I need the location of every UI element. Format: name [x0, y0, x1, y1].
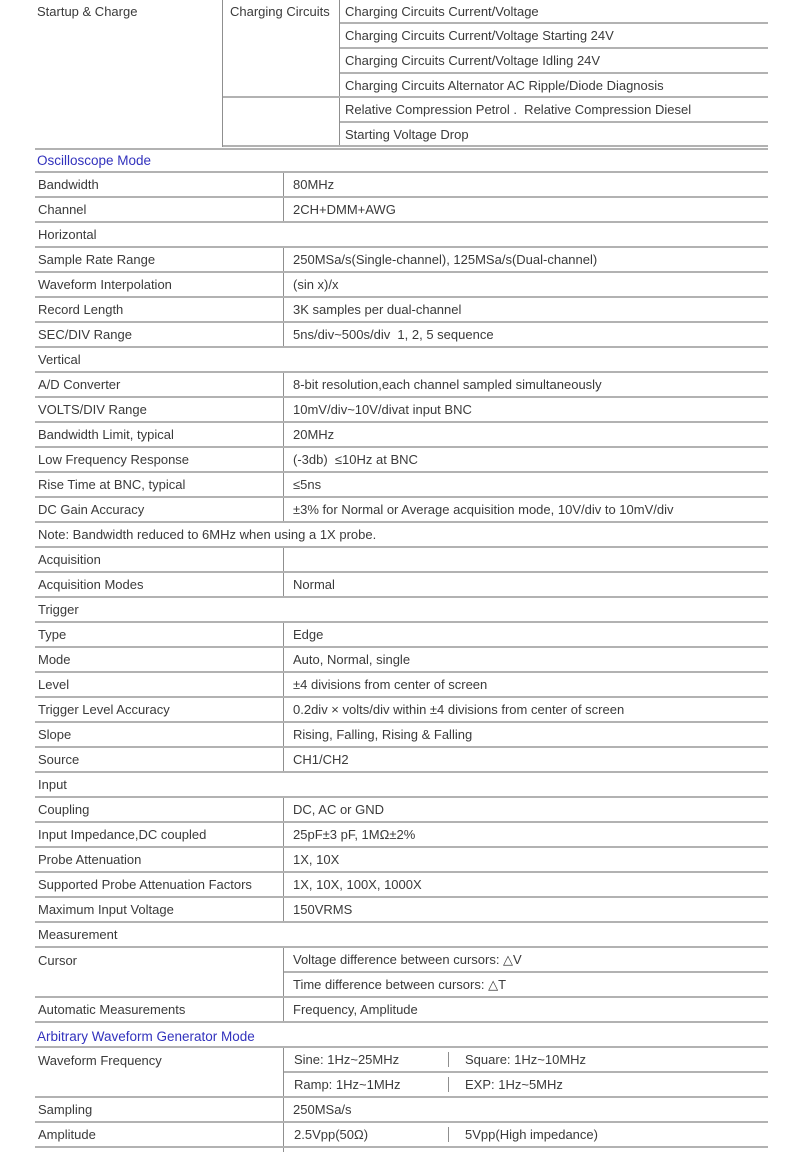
spec-label: Slope	[38, 727, 72, 742]
spec-row-sample-rate-range	[35, 248, 768, 273]
spec-subheader-horizontal	[35, 223, 768, 248]
awg-spec-table	[35, 1046, 768, 1152]
spec-subheader-input	[35, 773, 768, 798]
spec-label: Input	[38, 777, 67, 792]
spec-row-rise-time	[35, 473, 768, 498]
spec-row-bandwidth	[35, 173, 768, 198]
cell-startup-charge: Startup & Charge	[37, 4, 138, 19]
spec-row-coupling	[35, 798, 768, 823]
spec-row-sampling	[35, 1098, 768, 1123]
spec-row-trigger-level-accuracy	[35, 698, 768, 723]
spec-value: EXP: 1Hz~5MHz	[448, 1077, 768, 1092]
spec-label: Acquisition	[38, 552, 101, 567]
section-rule	[35, 148, 768, 150]
spec-row-low-frequency-response	[35, 448, 768, 473]
spec-row-probe-attenuation	[35, 848, 768, 873]
spec-label: Amplitude	[38, 1127, 96, 1142]
spec-label: Trigger Level Accuracy	[38, 702, 170, 717]
spec-row-mode	[35, 648, 768, 673]
spec-label: Measurement	[38, 927, 118, 942]
spec-row-waveform-interpolation	[35, 273, 768, 298]
spec-value: 1X, 10X	[283, 848, 768, 871]
spec-row-sec-div-range	[35, 323, 768, 348]
cell-charging-item: Charging Circuits Alternator AC Ripple/Diode Diagnosis	[345, 78, 664, 93]
spec-label: Coupling	[38, 802, 90, 817]
table-bottom-border	[223, 145, 768, 147]
spec-value: (-3db) ≤10Hz at BNC	[283, 448, 768, 471]
table-continuation	[35, 1148, 768, 1152]
spec-label: Supported Probe Attenuation Factors	[38, 877, 252, 892]
spec-label: Bandwidth Limit, typical	[38, 427, 174, 442]
spec-subheader-trigger	[35, 598, 768, 623]
spec-label: A/D Converter	[38, 377, 121, 392]
spec-value: Voltage difference between cursors: △V	[284, 948, 768, 973]
startup-charge-table	[35, 0, 768, 147]
oscilloscope-spec-table	[35, 171, 768, 1023]
spec-label: Rise Time at BNC, typical	[38, 477, 186, 492]
spec-row-type	[35, 623, 768, 648]
row-divider	[340, 121, 768, 123]
spec-row-supported-probe-factors	[35, 873, 768, 898]
spec-value: Normal	[283, 573, 768, 596]
cell-charging-item: Starting Voltage Drop	[345, 127, 469, 142]
spec-label: Input Impedance,DC coupled	[38, 827, 207, 842]
spec-value: 2.5Vpp(50Ω)	[294, 1127, 369, 1142]
spec-value: CH1/CH2	[283, 748, 768, 771]
row-divider	[223, 96, 768, 98]
spec-row-input-impedance	[35, 823, 768, 848]
spec-label: Source	[38, 752, 80, 767]
frequency-row	[284, 1073, 768, 1096]
spec-label: SEC/DIV Range	[38, 327, 132, 342]
spec-value: DC, AC or GND	[283, 798, 768, 821]
spec-row-level	[35, 673, 768, 698]
spec-row-ad-converter	[35, 373, 768, 398]
spec-label: DC Gain Accuracy	[38, 502, 145, 517]
spec-label: Channel	[38, 202, 87, 217]
spec-subheader-measurement	[35, 923, 768, 948]
spec-value: Square: 1Hz~10MHz	[448, 1052, 768, 1067]
spec-value: 3K samples per dual-channel	[283, 298, 768, 321]
spec-value: 250MSa/s(Single-channel), 125MSa/s(Dual-channel)	[283, 248, 768, 271]
spec-label: Waveform Frequency	[38, 1053, 162, 1068]
frequency-row	[284, 1048, 768, 1073]
spec-value: Rising, Falling, Rising & Falling	[283, 723, 768, 746]
spec-row-bandwidth-limit	[35, 423, 768, 448]
cursor-values	[283, 948, 768, 996]
spec-row-source	[35, 748, 768, 773]
spec-label: Mode	[38, 652, 71, 667]
spec-value: Edge	[283, 623, 768, 646]
spec-label: Acquisition Modes	[38, 577, 144, 592]
spec-label: Probe Attenuation	[38, 852, 142, 867]
spec-label: Sample Rate Range	[38, 252, 156, 267]
spec-value: Time difference between cursors: △T	[293, 976, 507, 992]
cell-charging-item: Charging Circuits Current/Voltage Idling 24V	[345, 53, 601, 68]
spec-label: Type	[38, 627, 67, 642]
spec-label: Low Frequency Response	[38, 452, 190, 467]
spec-row-maximum-input-voltage	[35, 898, 768, 923]
spec-label: Vertical	[38, 352, 81, 367]
spec-row-waveform-frequency	[35, 1048, 768, 1098]
spec-row-dc-gain-accuracy	[35, 498, 768, 523]
spec-label: Horizontal	[38, 227, 97, 242]
spec-label: Record Length	[38, 302, 124, 317]
cell-charging-item: Relative Compression Petrol . Relative Compression Diesel	[345, 102, 692, 117]
spec-label: Cursor	[38, 953, 78, 968]
spec-value-empty	[283, 548, 768, 571]
spec-row-slope	[35, 723, 768, 748]
spec-value: 8-bit resolution,each channel sampled simultaneously	[283, 373, 768, 396]
spec-label: Level	[38, 677, 70, 692]
spec-label: Automatic Measurements	[38, 1002, 186, 1017]
spec-row-acquisition-modes	[35, 573, 768, 598]
spec-value: Auto, Normal, single	[283, 648, 768, 671]
spec-value: 5ns/div~500s/div 1, 2, 5 sequence	[283, 323, 768, 346]
spec-value: 20MHz	[283, 423, 768, 446]
spec-value: 25pF±3 pF, 1MΩ±2%	[283, 823, 768, 846]
spec-value: Frequency, Amplitude	[283, 998, 768, 1021]
spec-row-channel	[35, 198, 768, 223]
spec-value: (sin x)/x	[283, 273, 768, 296]
cell-charging-circuits: Charging Circuits	[230, 4, 330, 19]
row-divider	[340, 22, 768, 24]
spec-label: Maximum Input Voltage	[38, 902, 174, 917]
spec-row-amplitude	[35, 1123, 768, 1148]
cell-charging-item: Charging Circuits Current/Voltage	[345, 4, 539, 19]
section-heading-oscilloscope-mode: Oscilloscope Mode	[37, 153, 152, 168]
spec-label: VOLTS/DIV Range	[38, 402, 147, 417]
spec-value: Ramp: 1Hz~1MHz	[294, 1077, 401, 1092]
spec-value: 10mV/div~10V/divat input BNC	[283, 398, 768, 421]
spec-value: 2CH+DMM+AWG	[283, 198, 768, 221]
spec-row-cursor	[35, 948, 768, 998]
section-heading-awg-mode: Arbitrary Waveform Generator Mode	[37, 1029, 255, 1044]
spec-row-record-length	[35, 298, 768, 323]
spec-value: 80MHz	[283, 173, 768, 196]
spec-value: ≤5ns	[283, 473, 768, 496]
amplitude-values	[283, 1123, 768, 1146]
spec-label: Trigger	[38, 602, 79, 617]
spec-note-row	[35, 523, 768, 548]
column-divider	[222, 0, 223, 147]
note-text: Note: Bandwidth reduced to 6MHz when using a 1X probe.	[38, 527, 377, 542]
row-divider	[340, 72, 768, 74]
spec-value: 1X, 10X, 100X, 1000X	[283, 873, 768, 896]
spec-value: 250MSa/s	[283, 1098, 768, 1121]
spec-value: ±4 divisions from center of screen	[283, 673, 768, 696]
spec-label: Waveform Interpolation	[38, 277, 172, 292]
spec-label: Sampling	[38, 1102, 93, 1117]
spec-value: 150VRMS	[283, 898, 768, 921]
spec-row-automatic-measurements	[35, 998, 768, 1023]
spec-subheader-vertical	[35, 348, 768, 373]
spec-value: 0.2div × volts/div within ±4 divisions from center of screen	[283, 698, 768, 721]
column-divider	[283, 1148, 284, 1152]
row-divider	[340, 47, 768, 49]
cell-charging-item: Charging Circuits Current/Voltage Starting 24V	[345, 28, 614, 43]
spec-row-volts-div-range	[35, 398, 768, 423]
spec-subheader-acquisition	[35, 548, 768, 573]
spec-label: Bandwidth	[38, 177, 99, 192]
frequency-values	[283, 1048, 768, 1096]
spec-value: 5Vpp(High impedance)	[448, 1127, 768, 1142]
spec-value: ±3% for Normal or Average acquisition mode, 10V/div to 10mV/div	[283, 498, 768, 521]
spec-value: Sine: 1Hz~25MHz	[294, 1052, 400, 1067]
